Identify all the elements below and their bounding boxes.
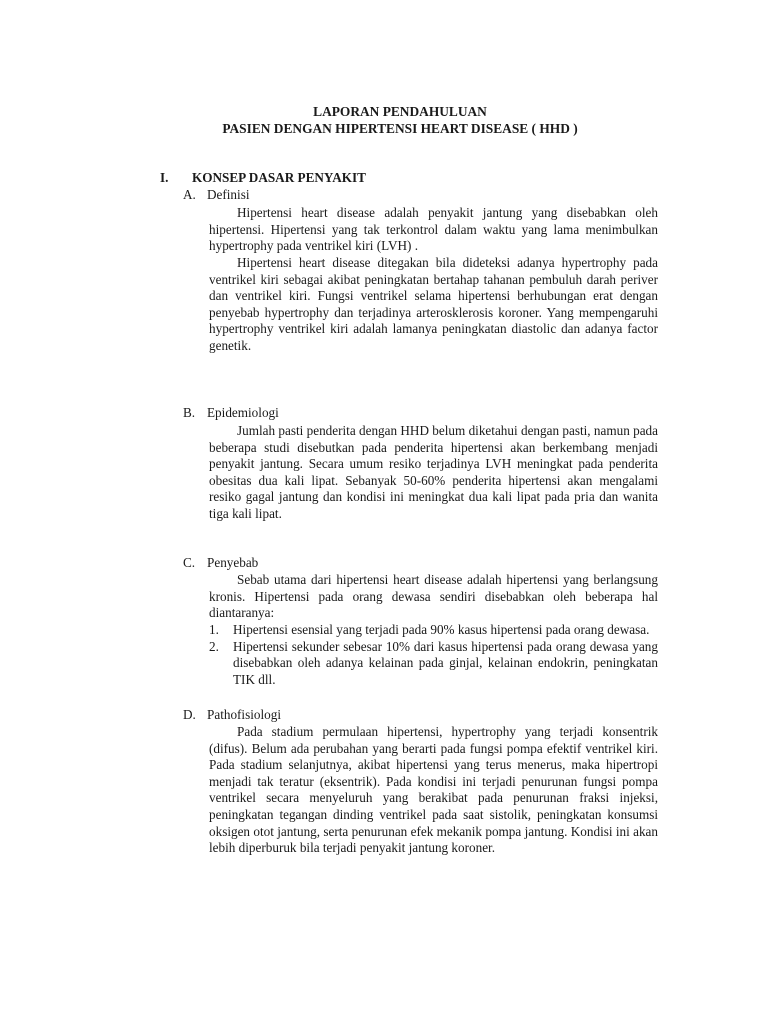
list-text: Hipertensi esensial yang terjadi pada 90% kasus hipertensi pada orang dewasa. <box>233 622 650 637</box>
list-item <box>209 622 658 639</box>
subsection-heading-definisi <box>183 187 250 204</box>
pathofisiologi-paragraph: Pada stadium permulaan hipertensi, hypertrophy yang terjadi konsentrik (difus). Belum ada perubahan yang berarti pada fungsi pompa efektif ventrikel kiri. Pada stadium selanjutnya, akibat hipertensi yang terus menerus, maka hipertropi menjadi tak teratur (eksentrik). Pada kondisi ini terjadi penurunan fungsi pompa ventrikel secara menyeluruh yang berakibat pada penurunan fraksi injeksi, peningkatan tegangan dinding ventrikel pada saat sistolik, peningkatan konsumsi oksigen otot jantung, serta penurunan efek mekanik pompa jantung. Kondisi ini akan lebih diperburuk bila terjadi penyakit jantung koroner. <box>209 724 658 856</box>
penyebab-list <box>209 622 658 688</box>
subsection-label: Definisi <box>207 187 250 202</box>
list-number: 1. <box>209 622 219 637</box>
list-text: Hipertensi sekunder sebesar 10% dari kasus hipertensi pada orang dewasa yang disebabkan oleh adanya kelainan pada ginjal, kelainan endokrin, peningkatan TIK dll. <box>233 638 658 687</box>
epidemiologi-paragraph: Jumlah pasti penderita dengan HHD belum diketahui dengan pasti, namun pada beberapa studi disebutkan pada penderita hipertensi akan berkembang menjadi penyakit jantung. Secara umum resiko terjadinya LVH meningkat pada penderita obesitas dua kali lipat. Sebanyak 50-60% penderita hipertensi akan mengalami resiko gagal jantung dan kondisi ini meningkat dua kali lipat pada pria dan wanita tiga kali lipat. <box>209 423 658 521</box>
list-item <box>209 639 658 689</box>
subsection-letter: A. <box>183 187 196 202</box>
document-title: LAPORAN PENDAHULUAN <box>313 104 487 119</box>
subsection-heading-epidemiologi <box>183 405 279 422</box>
penyebab-paragraph: Sebab utama dari hipertensi heart disease adalah hipertensi yang berlangsung kronis. Hipertensi pada orang dewasa sendiri disebabkan oleh beberapa hal diantaranya: <box>209 572 658 621</box>
subsection-letter: C. <box>183 555 196 570</box>
definisi-paragraph-1: Hipertensi heart disease adalah penyakit jantung yang disebabkan oleh hipertensi. Hipertensi yang tak terkontrol dalam waktu yang lama menimbulkan hypertrophy pada ventrikel kiri (LVH) . <box>209 205 658 254</box>
document-subtitle: PASIEN DENGAN HIPERTENSI HEART DISEASE ( HHD ) <box>222 121 578 136</box>
subsection-letter: B. <box>183 405 196 420</box>
subsection-label: Penyebab <box>207 555 259 570</box>
subsection-heading-pathofisiologi <box>183 707 281 724</box>
subsection-label: Pathofisiologi <box>207 707 281 722</box>
subsection-heading-penyebab <box>183 555 258 572</box>
section-title: KONSEP DASAR PENYAKIT <box>192 170 366 185</box>
section-number: I. <box>160 170 169 185</box>
subsection-letter: D. <box>183 707 196 722</box>
subsection-label: Epidemiologi <box>207 405 279 420</box>
definisi-paragraph-2: Hipertensi heart disease ditegakan bila dideteksi adanya hypertrophy pada ventrikel kiri sebagai akibat peningkatan bertahap tahanan pembuluh darah periver dan ventrikel kiri. Fungsi ventrikel selama hipertensi berhubungan erat dengan penyebab hypertrophy dan terjadinya arterosklerosis koroner. Yang mempengaruhi hypertrophy ventrikel kiri adalah lamanya peningkatan diastolic dan adanya factor genetik. <box>209 255 658 353</box>
list-number: 2. <box>209 638 219 654</box>
